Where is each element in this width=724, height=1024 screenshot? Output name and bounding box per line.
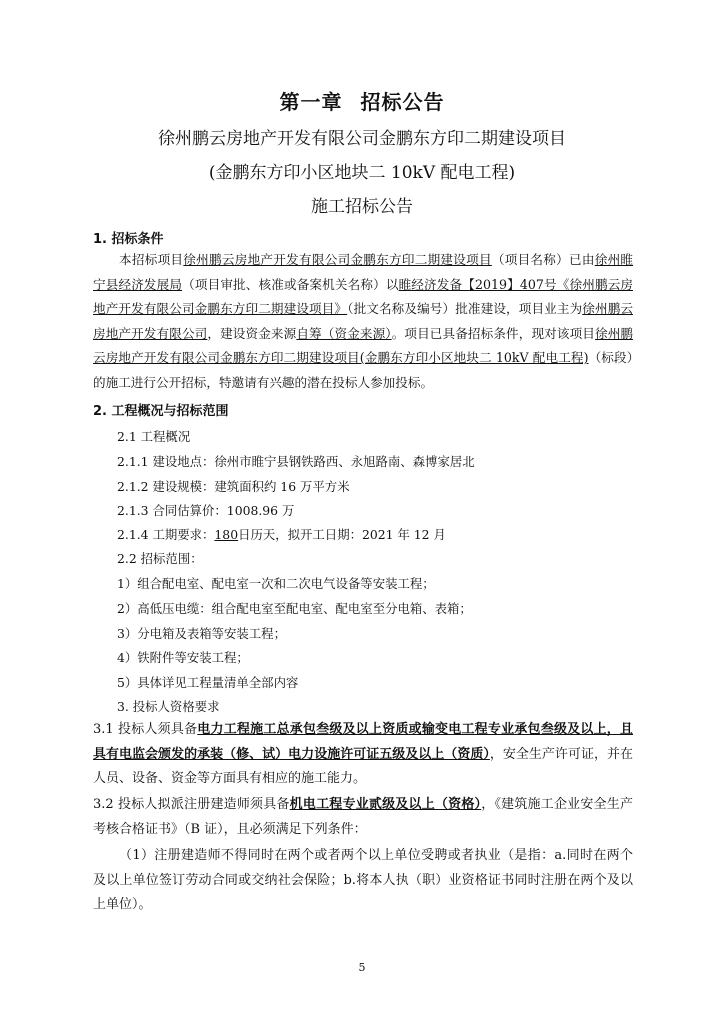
project-title: 徐州鹏云房地产开发有限公司金鹏东方印二期建设项目 [158,129,566,149]
tender-conditions-paragraph [93,248,633,395]
construction-location: 2.1.1 建设地点：徐州市睢宁县钢铁路西、永旭路南、森博家居北 [117,454,475,469]
text: 3.2 投标人拟派注册建造师须具备 [93,797,290,812]
scope-item: 5）具体详见工程量清单全部内容 [117,675,299,690]
section-name: 徐州鹏云房地产开发有限公司金鹏东方印二期建设项目(金鹏东方印小区地块二 10kV 配电工程) [93,325,634,365]
text: ，安全生产许可证，并在人员、设备、资金等方面具有相应的施工能力。 [93,746,633,786]
duration-days: 180 [214,527,239,542]
chapter-name: 招标公告 [360,90,445,114]
chapter-title [0,86,724,115]
contract-estimate: 2.1.3 合同估算价：1008.96 万 [117,503,295,518]
scope-item: 2）高低压电缆：组合配电室至配电室、配电室至分电箱、表箱； [117,601,472,616]
text: （标段）的施工进行公开招标，特邀请有兴趣的潜在投标人参加投标。 [93,350,633,390]
scope-item: 4）铁附件等安装工程； [117,650,249,665]
qualification-3-1 [93,718,633,792]
qualification-heading: 3. 投标人资格要求 [117,699,220,714]
required-constructor-grade: 机电工程专业贰级及以上（资格） [289,797,482,812]
text: 本招标项目 [119,252,184,267]
text: ，《建筑施工企业安全生产考核合格证书》（B 证），且必须满足下列条件： [93,797,633,837]
qualification-3-2 [93,793,633,842]
notice-title: 施工招标公告 [311,197,413,217]
text: （项目审批、核准或备案机关名称）以 [182,276,399,292]
duration-requirement [117,525,446,543]
project-subtitle: (金鹏东方印小区地块二 10kV 配电工程) [208,163,516,183]
constructor-condition-1: （1）注册建造师不得同时在两个或者两个以上单位受聘或者执业（是指：a.同时在两个及以上单位签订劳动合同或交纳社会保险；b.将本人执（职）业资格证书同时注册在两个及以上单位）。 [93,848,633,912]
scope-item: 1）组合配电室、配电室一次和二次电气设备等安装工程； [117,576,435,591]
text: ，建设资金来源 [207,325,297,341]
overview-heading: 2.1 工程概况 [117,429,191,444]
scope-item: 3）分电箱及表箱等安装工程； [117,626,286,641]
required-qualification: 电力工程施工总承包叁级及以上资质或输变电工程专业承包叁级及以上，且具有电监会颁发的承装（修、试）电力设施许可证五级及以上（资质） [93,722,633,762]
approval-authority: 徐州睢宁县经济发展局 [93,252,634,292]
construction-scale: 2.1.2 建设规模：建筑面积约 16 万平方米 [117,479,350,494]
project-name: 徐州鹏云房地产开发有限公司金鹏东方印二期建设项目 [183,252,492,267]
text: 3.1 投标人须具备 [93,722,198,737]
project-owner: 徐州鹏云房地产开发有限公司 [93,301,634,341]
text: （项目名称）已由 [491,252,595,267]
scope-heading: 2.2 招标范围： [117,551,203,566]
section-1-heading: 1. 招标条件 [93,232,164,247]
approval-document: 睢经济发备【2019】407号《徐州鹏云房地产开发有限公司金鹏东方印二期建设项目》 [93,276,634,316]
section-2-heading: 2. 工程概况与招标范围 [93,404,229,419]
text: （批文名称及编号）批准建设，项目业主为 [347,301,583,316]
text: 2.1.4 工期要求： [117,527,215,542]
page-number: 5 [358,961,366,974]
text: 。项目已具备招标条件，现对该项目 [391,325,596,341]
chapter-number: 第一章 [279,90,343,114]
text: 日历天，拟开工日期：2021 年 12 月 [238,527,446,542]
funding-source: 自筹（资金来源） [296,325,392,341]
